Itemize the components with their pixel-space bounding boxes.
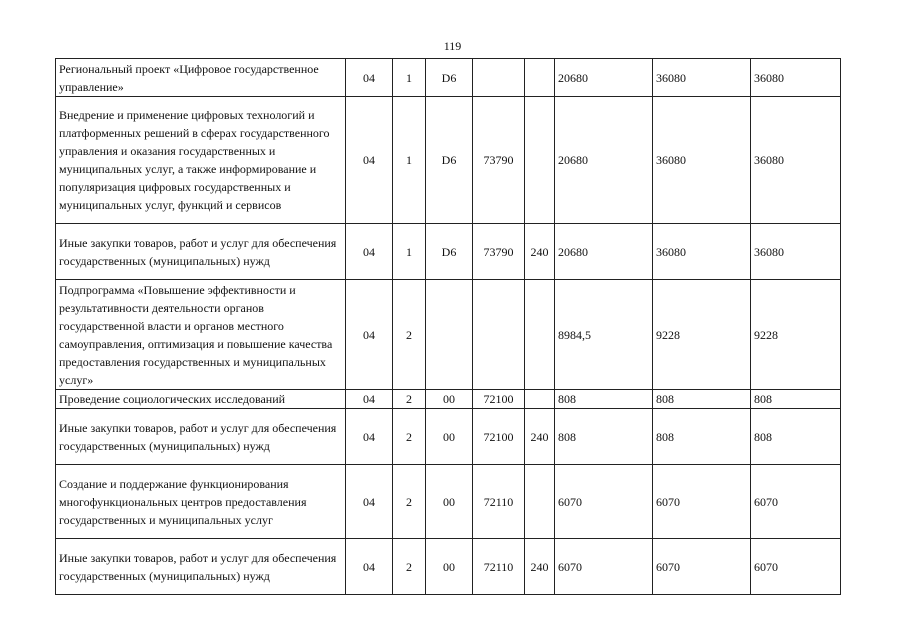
- program-code: [426, 280, 473, 390]
- amount-year-2: 808: [653, 409, 751, 465]
- amount-year-3: 36080: [751, 59, 841, 97]
- expense-type-code: [525, 390, 555, 409]
- subsection-code: 2: [393, 390, 426, 409]
- amount-year-2: 36080: [653, 97, 751, 224]
- article-code: 72110: [473, 465, 525, 539]
- amount-year-2: 808: [653, 390, 751, 409]
- page-number: 119: [443, 39, 462, 53]
- row-name: Создание и поддержание функционирования многофункциональных центров предоставления государственных и муниципальных услуг: [56, 465, 346, 539]
- row-name: Подпрограмма «Повышение эффективности и результативности деятельности органов государственной власти и органов местного самоуправления, оптимизация и повышение качества предоставления государственных и муниципальных услуг»: [56, 280, 346, 390]
- subsection-code: 1: [393, 224, 426, 280]
- amount-year-3: 808: [751, 390, 841, 409]
- table-row: [56, 465, 841, 539]
- row-name: Иные закупки товаров, работ и услуг для обеспечения государственных (муниципальных) нужд: [56, 539, 346, 595]
- budget-table: [55, 58, 841, 595]
- row-name: Региональный проект «Цифровое государственное управление»: [56, 59, 346, 97]
- article-code: 72100: [473, 409, 525, 465]
- table-row: [56, 280, 841, 390]
- amount-year-1: 20680: [555, 59, 653, 97]
- row-name: Внедрение и применение цифровых технологий и платформенных решений в сферах государственного управления и оказания государственных и муниципальных услуг, а также информирование и популяризация цифровых государственных и муниципальных услуг, функций и сервисов: [56, 97, 346, 224]
- row-name: Иные закупки товаров, работ и услуг для обеспечения государственных (муниципальных) нужд: [56, 224, 346, 280]
- expense-type-code: [525, 97, 555, 224]
- amount-year-3: 6070: [751, 539, 841, 595]
- section-code: 04: [346, 465, 393, 539]
- program-code: 00: [426, 539, 473, 595]
- subsection-code: 2: [393, 280, 426, 390]
- table-row: [56, 539, 841, 595]
- amount-year-1: 20680: [555, 224, 653, 280]
- table-row: [56, 59, 841, 97]
- program-code: D6: [426, 224, 473, 280]
- article-code: 72110: [473, 539, 525, 595]
- program-code: 00: [426, 390, 473, 409]
- amount-year-2: 6070: [653, 465, 751, 539]
- section-code: 04: [346, 224, 393, 280]
- amount-year-1: 6070: [555, 465, 653, 539]
- program-code: D6: [426, 59, 473, 97]
- amount-year-2: 6070: [653, 539, 751, 595]
- row-name: Проведение социологических исследований: [56, 390, 346, 409]
- amount-year-2: 36080: [653, 59, 751, 97]
- article-code: [473, 59, 525, 97]
- expense-type-code: 240: [525, 224, 555, 280]
- row-name: Иные закупки товаров, работ и услуг для обеспечения государственных (муниципальных) нужд: [56, 409, 346, 465]
- article-code: 73790: [473, 97, 525, 224]
- subsection-code: 2: [393, 465, 426, 539]
- amount-year-3: 9228: [751, 280, 841, 390]
- section-code: 04: [346, 409, 393, 465]
- amount-year-2: 36080: [653, 224, 751, 280]
- table-row: [56, 409, 841, 465]
- expense-type-code: 240: [525, 539, 555, 595]
- section-code: 04: [346, 97, 393, 224]
- expense-type-code: [525, 59, 555, 97]
- subsection-code: 2: [393, 539, 426, 595]
- program-code: 00: [426, 465, 473, 539]
- subsection-code: 2: [393, 409, 426, 465]
- amount-year-2: 9228: [653, 280, 751, 390]
- amount-year-3: 36080: [751, 224, 841, 280]
- amount-year-1: 808: [555, 409, 653, 465]
- amount-year-1: 20680: [555, 97, 653, 224]
- section-code: 04: [346, 390, 393, 409]
- program-code: 00: [426, 409, 473, 465]
- article-code: [473, 280, 525, 390]
- table-row: [56, 97, 841, 224]
- expense-type-code: [525, 280, 555, 390]
- amount-year-3: 808: [751, 409, 841, 465]
- amount-year-3: 36080: [751, 97, 841, 224]
- table-row: [56, 224, 841, 280]
- amount-year-1: 8984,5: [555, 280, 653, 390]
- section-code: 04: [346, 280, 393, 390]
- section-code: 04: [346, 539, 393, 595]
- table-row: [56, 390, 841, 409]
- article-code: 72100: [473, 390, 525, 409]
- expense-type-code: [525, 465, 555, 539]
- amount-year-1: 808: [555, 390, 653, 409]
- subsection-code: 1: [393, 59, 426, 97]
- article-code: 73790: [473, 224, 525, 280]
- amount-year-3: 6070: [751, 465, 841, 539]
- subsection-code: 1: [393, 97, 426, 224]
- program-code: D6: [426, 97, 473, 224]
- section-code: 04: [346, 59, 393, 97]
- expense-type-code: 240: [525, 409, 555, 465]
- amount-year-1: 6070: [555, 539, 653, 595]
